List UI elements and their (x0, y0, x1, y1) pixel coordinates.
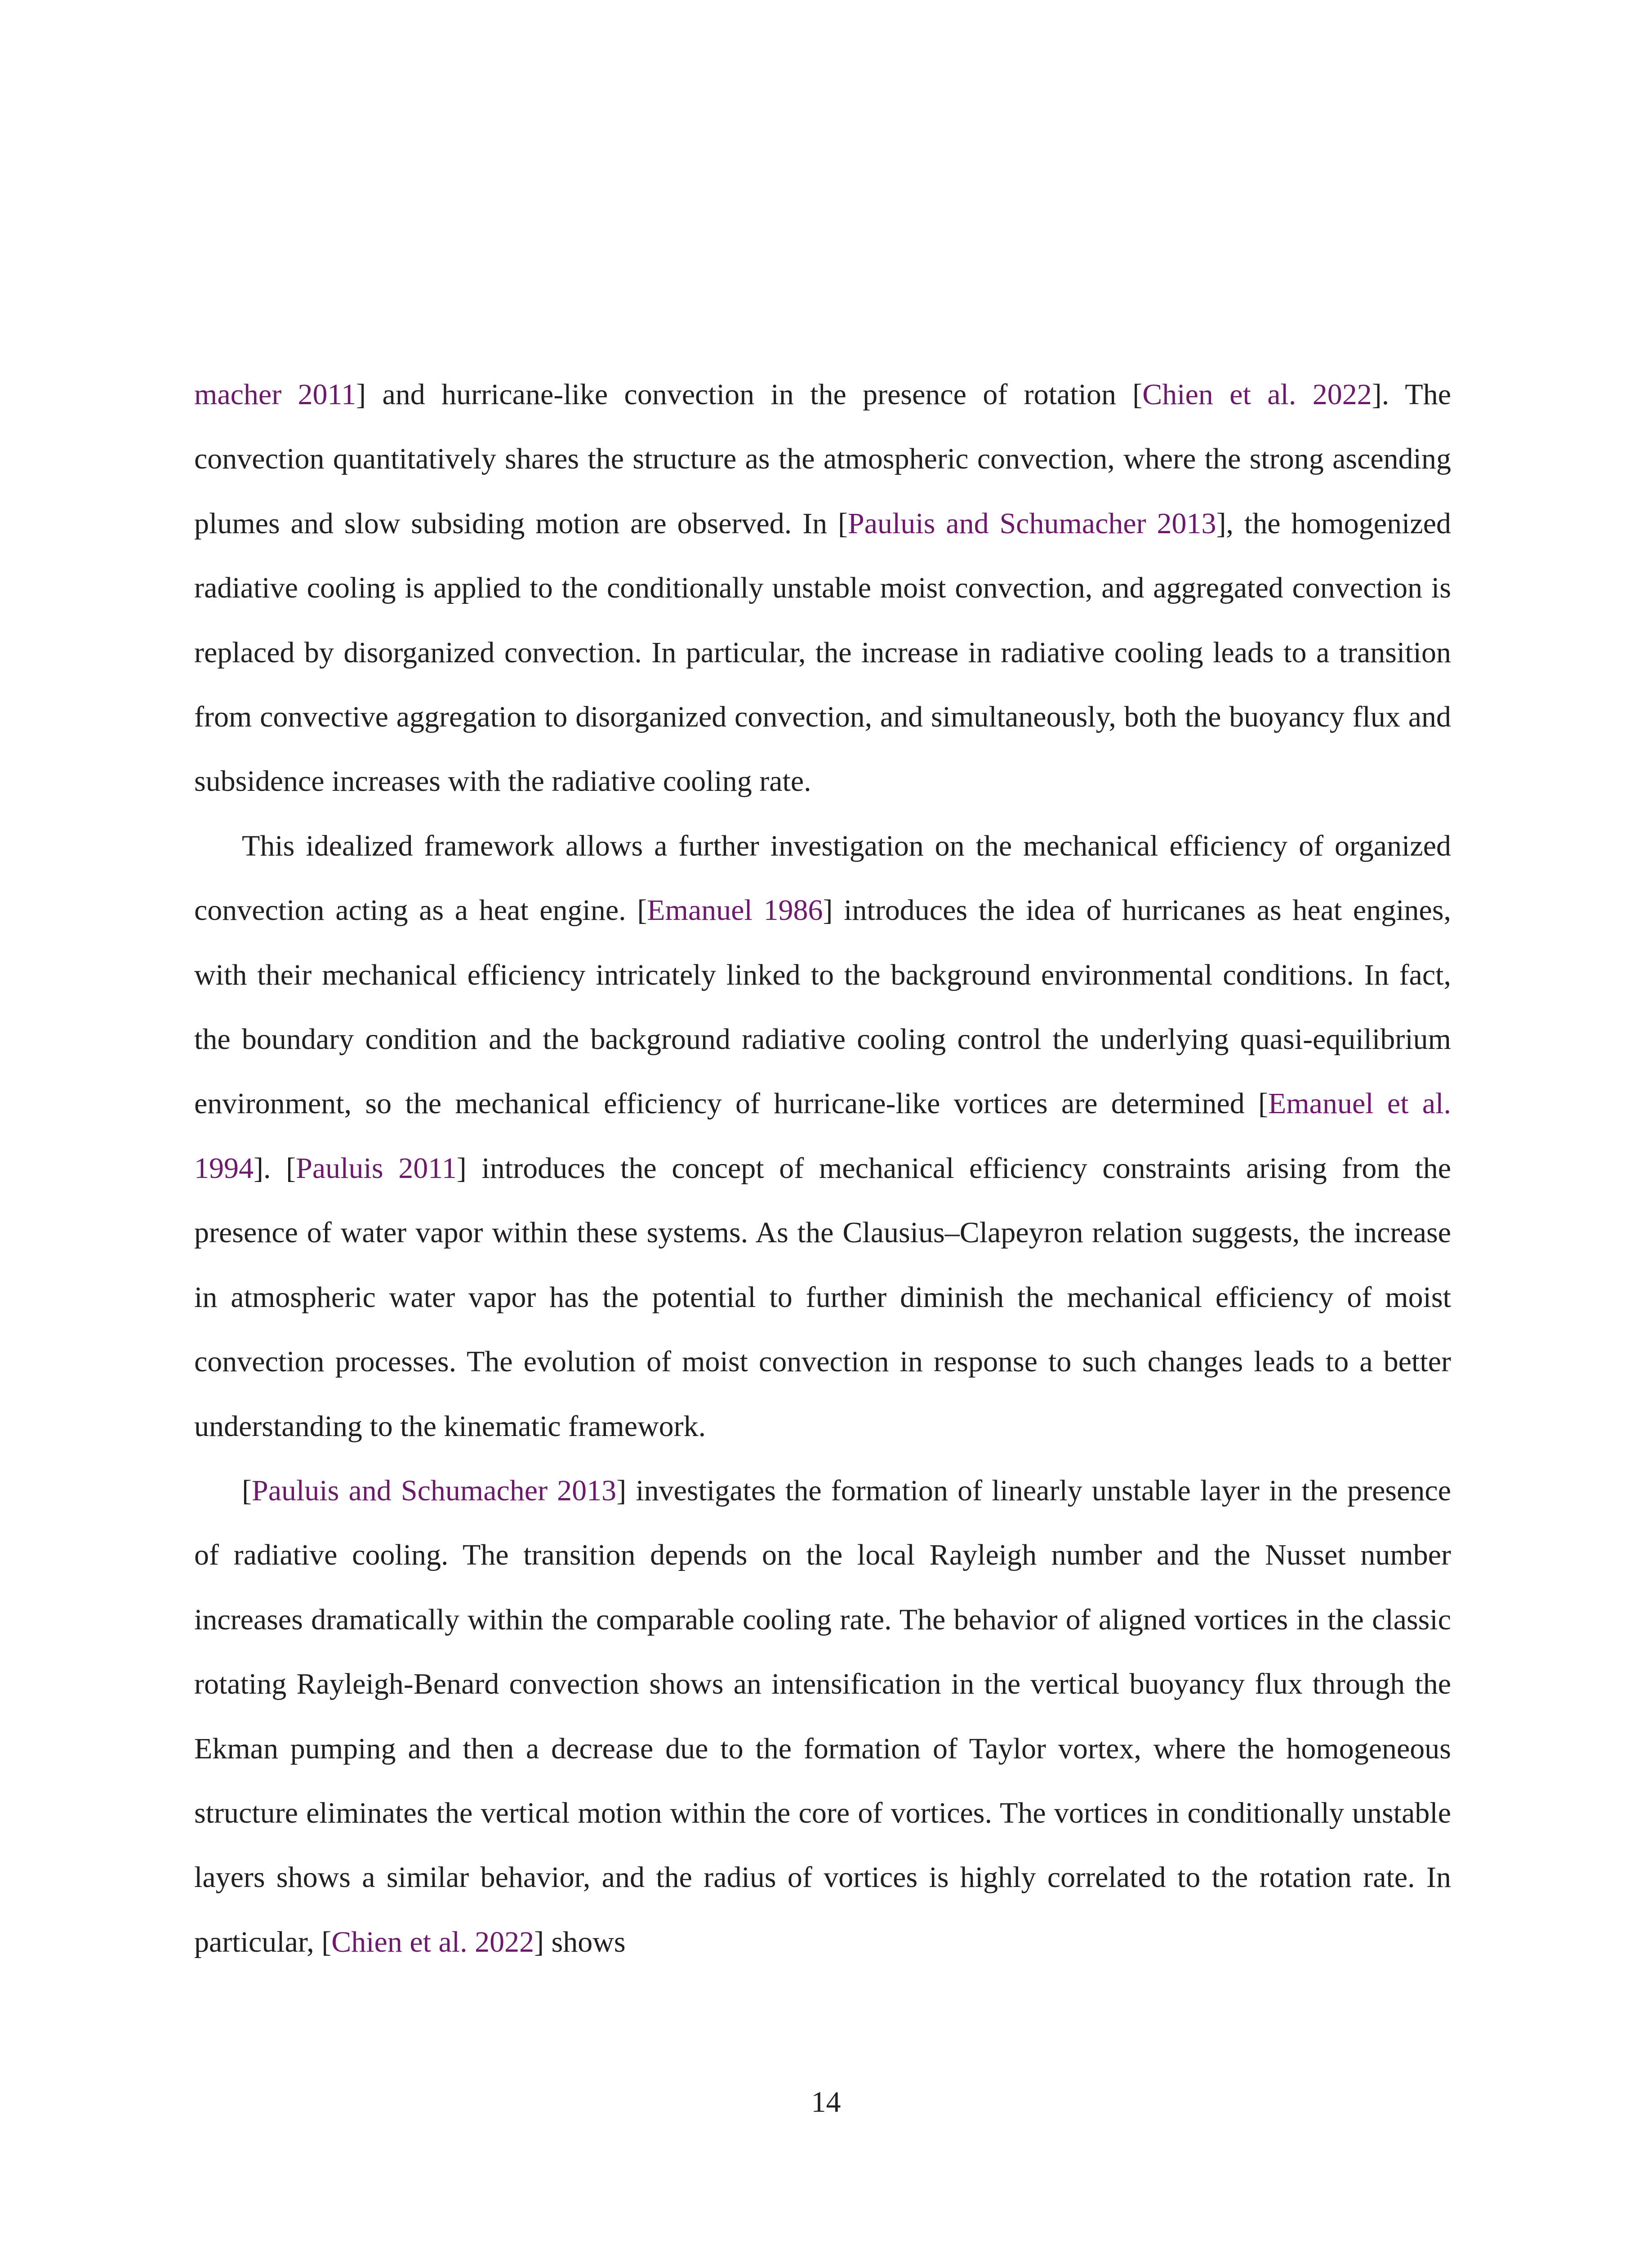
paragraph-text: ] introduces the idea of hurricanes as heat engines, with their mechanical efficiency intricately linked to the background environmental conditions. In fact, the boundary condition and the background radiative cooling control the underlying quasi-equilibrium environment, so the mechanical efficiency of hurricane-like vortices are determined [ (194, 894, 1452, 1120)
paragraph-text: ] shows (534, 1925, 626, 1958)
page-number: 14 (811, 2086, 841, 2119)
citation-link[interactable]: Emanuel et al. 1994 (194, 1087, 1451, 1185)
citation-link[interactable]: Emanuel 1986 (647, 894, 823, 927)
body-text (194, 362, 1451, 1974)
citation-link[interactable]: macher 2011 (194, 378, 356, 411)
paragraph-text: This idealized framework allows a further investigation on the mechanical efficiency of organized convection acting as a heat engine. [ (194, 829, 1451, 927)
citation-link[interactable]: Chien et al. 2022 (1142, 378, 1372, 411)
citation-link[interactable]: Pauluis and Schumacher 2013 (251, 1474, 617, 1507)
paragraph-text: ] introduces the concept of mechanical efficiency constraints arising from the presence of water vapor within these systems. As the Clausius–Clapeyron relation suggests, the increase in atmospheric water vapor has the potential to further diminish the mechanical efficiency of moist convection processes. The evolution of moist convection in response to such changes leads to a better understanding to the kinematic framework. (194, 1151, 1451, 1443)
paragraph-text: ]. The convection quantitatively shares the structure as the atmospheric convection, where the strong ascending plumes and slow subsiding motion are observed. In [ (194, 378, 1451, 540)
citation-link[interactable]: Pauluis and Schumacher 2013 (848, 507, 1216, 540)
paragraph-text: ] investigates the formation of linearly unstable layer in the presence of radiative cooling. The transition depends on the local Rayleigh number and the Nusset number increases dramatically within the comparable cooling rate. The behavior of aligned vortices in the classic rotating Rayleigh-Benard convection shows an intensification in the vertical buoyancy flux through the Ekman pumping and then a decrease due to the formation of Taylor vortex, where the homogeneous structure eliminates the vertical motion within the core of vortices. The vortices in conditionally unstable layers shows a similar behavior, and the radius of vortices is highly correlated to the rotation rate. In particular, [ (194, 1474, 1451, 1958)
citation-link[interactable]: Pauluis 2011 (296, 1151, 457, 1185)
paragraph-text: ], the homogenized radiative cooling is applied to the conditionally unstable moist convection, and aggregated convection is replaced by disorganized convection. In particular, the increase in radiative cooling leads to a transition from convective aggregation to disorganized convection, and simultaneously, both the buoyancy flux and subsidence increases with the radiative cooling rate. (194, 507, 1451, 798)
paragraph-text: [ (242, 1474, 252, 1507)
paragraph (194, 814, 1451, 1459)
paragraph-text: ]. [ (254, 1151, 296, 1185)
paragraph (194, 1459, 1451, 1974)
paragraph (194, 362, 1451, 814)
citation-link[interactable]: Chien et al. 2022 (331, 1925, 534, 1958)
paragraph-text: ] and hurricane-like convection in the presence of rotation [ (356, 378, 1143, 411)
